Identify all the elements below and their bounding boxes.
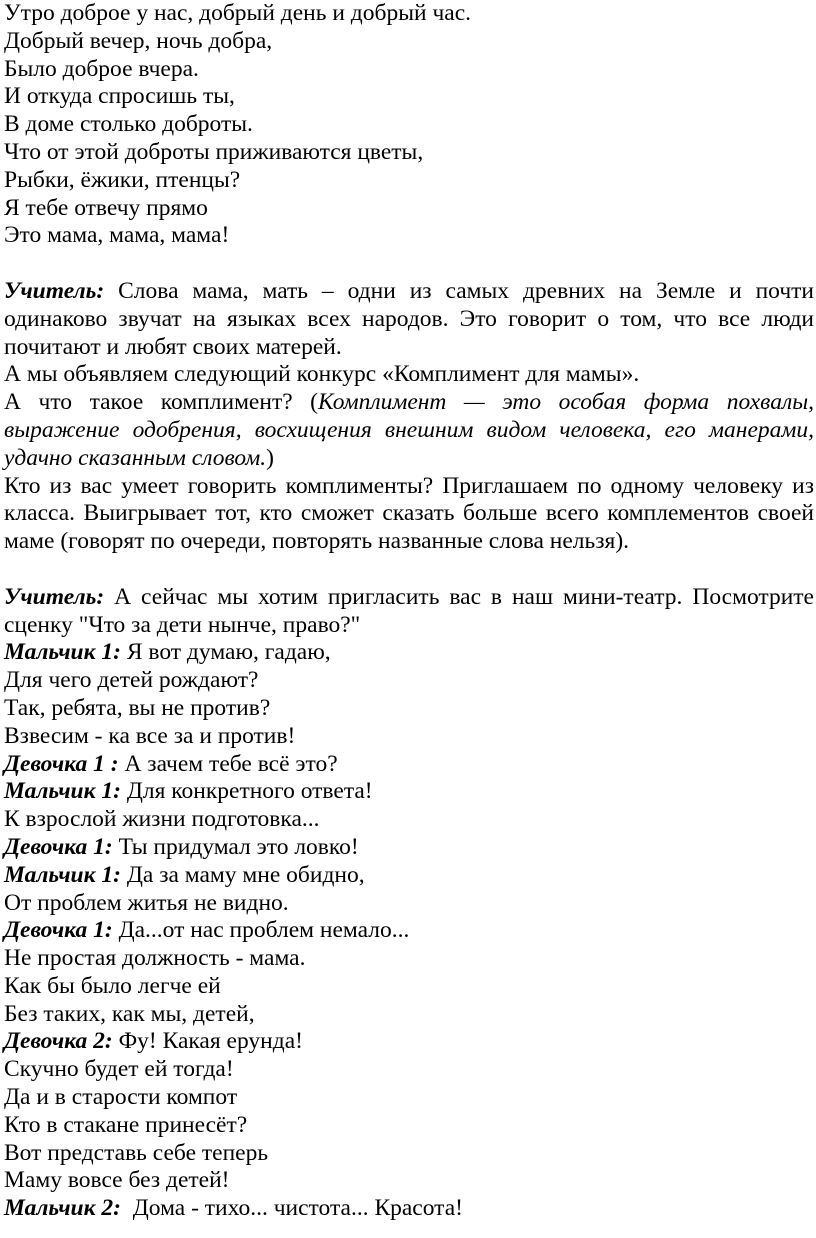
dialogue-line [4, 862, 814, 890]
teacher-section-1 [4, 278, 814, 556]
poem-line: И откуда спросишь ты, [4, 83, 235, 110]
line-text: Дома - тихо... чистота... Красота! [120, 1195, 463, 1222]
dialogue-line [4, 778, 814, 806]
speaker-label: Мальчик 2: [4, 1195, 121, 1222]
paragraph-text: А сейчас мы хотим пригласить вас в наш мини-театр. Посмотрите сценку "Что за дети нынче, право?" [4, 583, 814, 638]
dialogue-line [4, 639, 814, 667]
poem-line: Это мама, мама, мама! [4, 222, 230, 249]
dialogue-line [4, 695, 814, 723]
dialogue-line [4, 806, 814, 834]
question-close: ) [266, 444, 274, 471]
line-text: Для чего детей рождают? [4, 667, 259, 694]
line-text: Да...от нас проблем немало... [112, 917, 410, 944]
compliment-question [4, 389, 814, 472]
speaker-label: Девочка 2: [4, 1028, 113, 1055]
speaker-label: Учитель: [4, 277, 105, 304]
poem-line: Добрый вечер, ночь добра, [4, 27, 273, 54]
poem-line: Рыбки, ёжики, птенцы? [4, 166, 241, 193]
dialogue-line [4, 1195, 814, 1223]
dialogue-line [4, 1167, 814, 1195]
speaker-label: Учитель: [4, 583, 105, 610]
dialogue-line [4, 945, 814, 973]
line-text: Кто в стакане принесёт? [4, 1111, 248, 1138]
line-text: А зачем тебе всё это? [118, 750, 338, 777]
contest-announcement: А мы объявляем следующий конкурс «Комплимент для мамы». [4, 361, 640, 388]
teacher-section-2 [4, 584, 814, 640]
dialogue-line [4, 667, 814, 695]
dialogue-line [4, 917, 814, 945]
line-text: Взвесим - ка все за и против! [4, 722, 296, 749]
poem-line: Что от этой доброты приживаются цветы, [4, 138, 424, 165]
speaker-label: Девочка 1: [4, 917, 113, 944]
poem-line: Я тебе отвечу прямо [4, 194, 208, 221]
poem [4, 0, 814, 250]
line-text: Ты придумал это ловко! [112, 833, 359, 860]
teacher-paragraph [4, 278, 814, 361]
line-text: Без таких, как мы, детей, [4, 1000, 255, 1027]
dialogue-line [4, 1028, 814, 1056]
poem-line: Утро доброе у нас, добрый день и добрый час. [4, 0, 472, 26]
line-text: Да и в старости компот [4, 1084, 238, 1111]
poem-line: В доме столько доброты. [4, 111, 253, 138]
dialogue-line [4, 890, 814, 918]
dialogue-line [4, 751, 814, 779]
dialogue-line [4, 1112, 814, 1140]
dialogue-line [4, 1001, 814, 1029]
line-text: Как бы было легче ей [4, 972, 221, 999]
dialogue-line [4, 723, 814, 751]
paragraph-gap [4, 556, 814, 584]
line-text: Так, ребята, вы не против? [4, 694, 271, 721]
contest-invitation: Кто из вас умеет говорить комплименты? Приглашаем по одному человеку из класса. Выигрывает тот, кто сможет сказать больше всего комплементов своей маме (говорят по очереди, повторять названные слова нельзя). [4, 472, 814, 555]
dialogue-line [4, 973, 814, 1001]
line-text: Да за маму мне обидно, [120, 861, 365, 888]
speaker-label: Девочка 1: [4, 833, 113, 860]
line-text: Я вот думаю, гадаю, [120, 639, 331, 666]
line-text: Маму вовсе без детей! [4, 1167, 230, 1194]
speaker-label: Мальчик 1: [4, 639, 121, 666]
question-text: А что такое комплимент? ( [4, 389, 319, 416]
paragraph-gap [4, 250, 814, 278]
line-text: Не простая должность - мама. [4, 945, 306, 972]
line-text: От проблем житья не видно. [4, 889, 289, 916]
line-text: К взрослой жизни подготовка... [4, 806, 320, 833]
dialogue-line [4, 1056, 814, 1084]
line-text: Скучно будет ей тогда! [4, 1056, 234, 1083]
paragraph-text: Слова мама, мать – одни из самых древних на Земле и почти одинаково звучат на языках всех народов. Это говорит о том, что все люди почитают и любят своих матерей. [4, 277, 814, 360]
dialogue-line [4, 834, 814, 862]
compliment-definition: Комплимент — это особая форма похвалы, выражение одобрения, восхищения внешним видом человека, его манерами, удачно сказанным словом. [4, 389, 814, 471]
line-text: Для конкретного ответа! [120, 778, 373, 805]
line-text: Фу! Какая ерунда! [112, 1028, 303, 1055]
dialogue-line [4, 1140, 814, 1168]
teacher-paragraph [4, 584, 814, 640]
line-text: Вот представь себе теперь [4, 1139, 269, 1166]
dialogue [4, 639, 814, 1223]
speaker-label: Девочка 1 : [4, 750, 119, 777]
dialogue-line [4, 1084, 814, 1112]
poem-line: Было доброе вчера. [4, 55, 199, 82]
speaker-label: Мальчик 1: [4, 778, 121, 805]
speaker-label: Мальчик 1: [4, 861, 121, 888]
